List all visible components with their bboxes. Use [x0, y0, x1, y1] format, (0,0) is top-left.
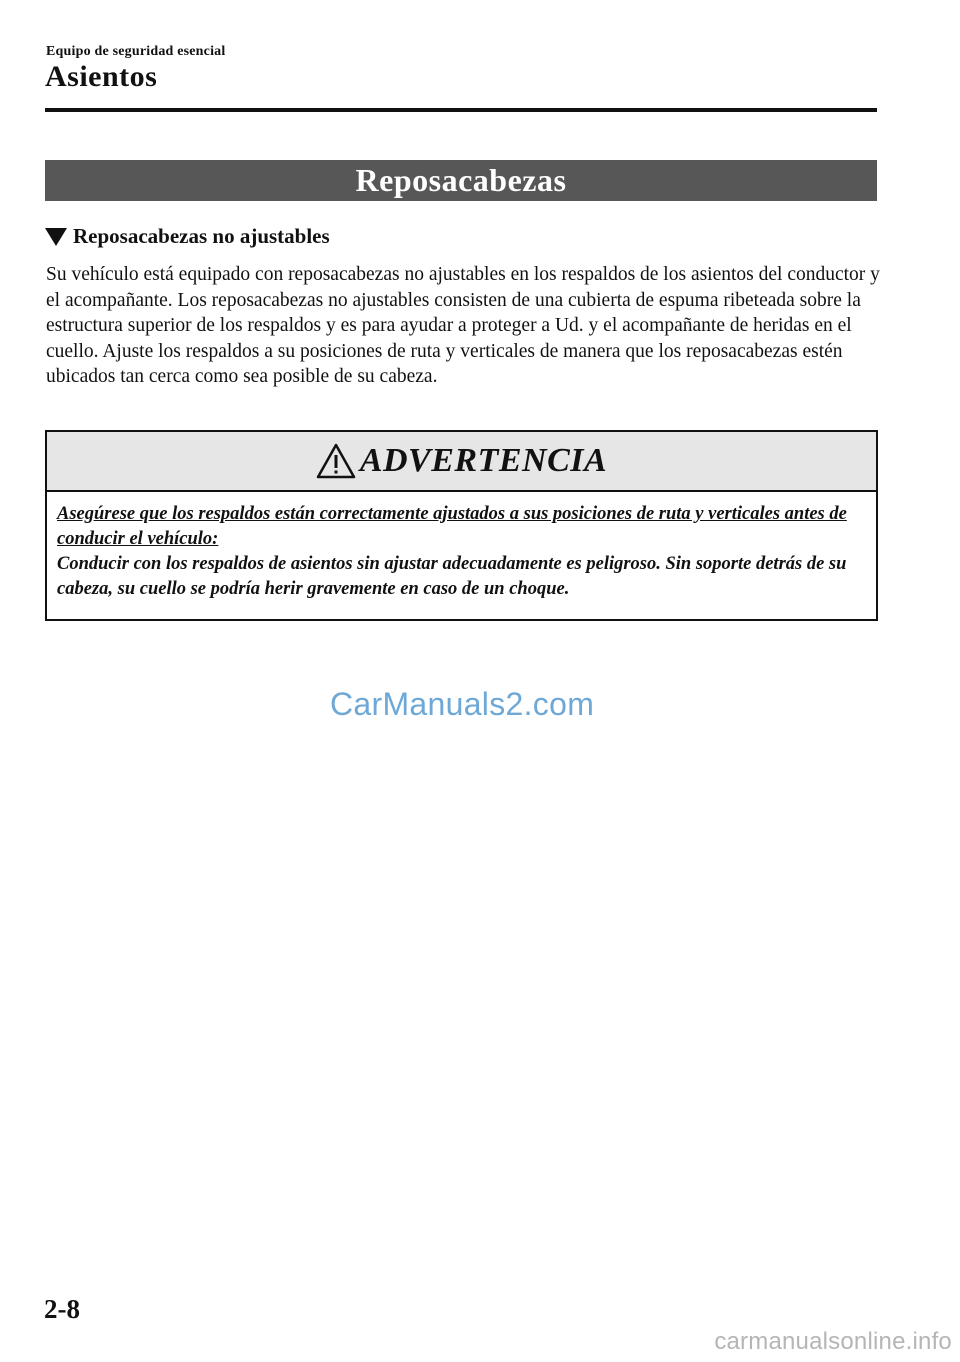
warning-body	[47, 492, 876, 602]
warning-title: ADVERTENCIA	[359, 442, 608, 479]
warning-box	[45, 430, 878, 621]
footer-site-watermark: carmanualsonline.info	[714, 1328, 952, 1355]
subsection-title: Reposacabezas no ajustables	[73, 224, 330, 248]
page-title: Asientos	[45, 60, 158, 93]
watermark: CarManuals2.com	[330, 686, 595, 722]
warning-header	[47, 432, 876, 492]
chapter-label: Equipo de seguridad esencial	[46, 44, 226, 59]
body-paragraph: Su vehículo está equipado con reposacabezas no ajustables en los respaldos de los asientos del conductor y el acompañante. Los reposacabezas no ajustables consisten de una cubierta de espuma ribeteada sobre la estructura superior de los respaldos y es para ayudar a proteger a Ud. y el acompañante de heridas en el cuello. Ajuste los respaldos a su posiciones de ruta y verticales de manera que los reposacabezas estén ubicados tan cerca como sea posible de su cabeza.	[46, 264, 880, 388]
warning-triangle-icon	[316, 443, 356, 479]
section-title: Reposacabezas	[45, 160, 877, 201]
warning-underlined-text: Asegúrese que los respaldos están correctamente ajustados a sus posiciones de ruta y verticales antes de conducir el vehículo:	[57, 504, 847, 549]
triangle-down-icon	[45, 228, 67, 246]
subsection-heading	[45, 224, 330, 249]
warning-text: Conducir con los respaldos de asientos sin ajustar adecuadamente es peligroso. Sin soporte detrás de su cabeza, su cuello se podría herir gravemente en caso de un choque.	[57, 554, 847, 599]
header-divider	[45, 108, 877, 112]
page-number: 2-8	[44, 1294, 80, 1324]
